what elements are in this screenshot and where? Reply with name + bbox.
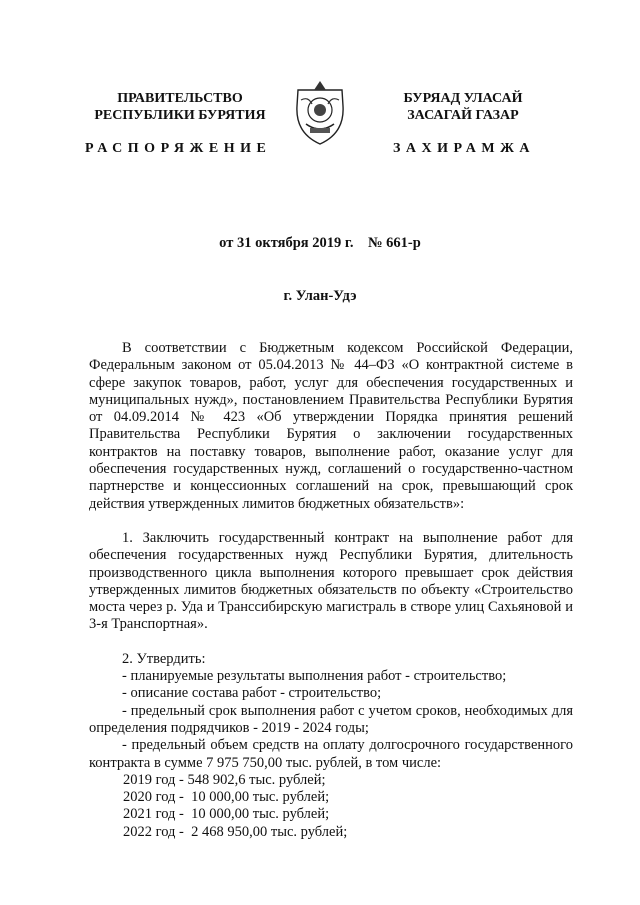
org-name-ru-line1: ПРАВИТЕЛЬСТВО [117, 91, 243, 106]
org-name-ru-line2: РЕСПУБЛИКИ БУРЯТИЯ [94, 108, 266, 123]
document-body [89, 340, 573, 841]
doc-type-ru: РАСПОРЯЖЕНИЕ [85, 141, 272, 156]
year-amount-line: 2022 год - 2 468 950,00 тыс. рублей; [123, 823, 348, 840]
doc-type-bur: ЗАХИРАМЖА [393, 141, 536, 156]
item-2-list-item: - предельный объем средств на оплату долгосрочного государственного контракта в сумме 7 975 750,00 тыс. рублей, в том числе: [89, 737, 573, 771]
item-1-paragraph: 1. Заключить государственный контракт на выполнение работ для обеспечения государственных нужд Республики Бурятия, длительность производственного цикла выполнения которого превышает срок действия утвержденных лимитов бюджетных обязательств по объекту «Строительство моста через р. Уда и Транссибирскую магистраль в створе улиц Сахьяновой и 3-я Транспортная». [89, 529, 573, 633]
org-name-bur-line2: ЗАСАГАЙ ГАЗАР [407, 108, 519, 123]
coat-of-arms-icon [292, 78, 348, 148]
item-2-list-item: - планируемые результаты выполнения работ - строительство; [122, 668, 507, 685]
header-right [368, 90, 558, 124]
date-and-number: от 31 октября 2019 г. № 661-р [219, 235, 421, 251]
preamble-paragraph: В соответствии с Бюджетным кодексом Российской Федерации, Федеральным законом от 05.04.2013 № 44–ФЗ «О контрактной системе в сфере закупок товаров, работ, услуг для обеспечения государственных и муниципальных нужд», постановлением Правительства Республики Бурятия от 04.09.2014 № 423 «Об утверждении Порядка принятия решений Правительства Республики Бурятия о заключении государственных контрактов на поставку товаров, выполнение работ, оказание услуг для обеспечения государственных нужд, соглашений о государственно-частном партнерстве и концессионных соглашений на срок, превышающий срок действия утвержденных лимитов бюджетных обязательств»: [89, 340, 573, 512]
header-left [80, 90, 280, 124]
year-amount-line: 2019 год - 548 902,6 тыс. рублей; [123, 771, 326, 788]
org-name-bur-line1: БУРЯАД УЛАСАЙ [403, 91, 523, 106]
year-amount-line: 2020 год - 10 000,00 тыс. рублей; [123, 789, 330, 806]
item-2-title: 2. Утвердить: [122, 650, 206, 667]
city: г. Улан-Удэ [283, 288, 357, 304]
item-2-list-item: - предельный срок выполнения работ с учетом сроков, необходимых для определения подрядчиков - 2019 - 2024 годы; [89, 702, 573, 736]
year-amount-line: 2021 год - 10 000,00 тыс. рублей; [123, 806, 330, 823]
item-2-list-item: - описание состава работ - строительство; [122, 685, 382, 702]
